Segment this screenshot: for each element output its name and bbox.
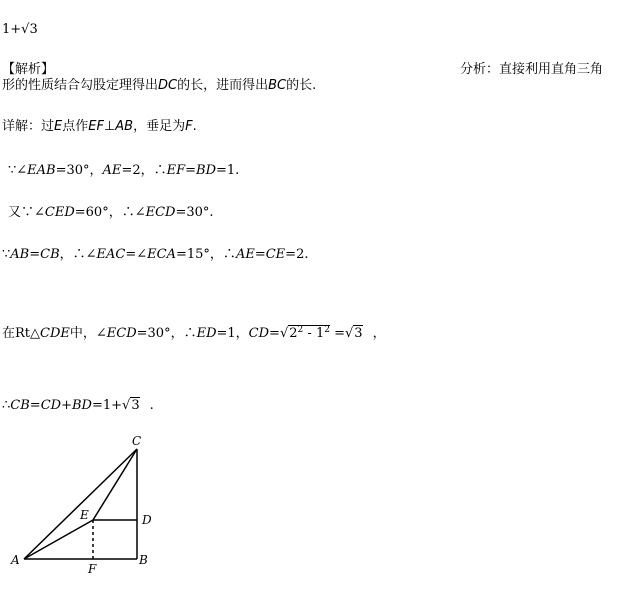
label-C: C (132, 434, 142, 448)
label-B: B (139, 553, 148, 567)
solution-line-4: ∵AB=CB，∴∠EAC=∠ECA=15°，∴AE=CE=2. (2, 247, 309, 262)
analysis-continuation: 形的性质结合勾股定理得出DC的长，进而得出BC的长. (2, 78, 317, 93)
solution-line-5: 在Rt△CDE中，∠ECD=30°，∴ED=1，$CD=√2^2 - 1^2 =√3$ ， (2, 325, 386, 341)
label-F: F (88, 562, 97, 576)
solution-line-6: ∴CB=CD+BD=1+√3 . (2, 398, 154, 413)
analysis-header (2, 62, 628, 78)
geometry-figure (0, 430, 200, 580)
label-A: A (11, 553, 20, 567)
solution-line-2: ∵∠EAB=30°，AE=2，∴EF=BD=1. (8, 163, 240, 178)
segment-AC (24, 449, 137, 559)
label-E: E (80, 508, 89, 522)
analysis-tag: 【解析】 (2, 62, 55, 77)
solution-line-1: 详解：过E点作EF⊥AB，垂足为F. (2, 119, 197, 134)
answer: 1+√3 (2, 22, 38, 37)
analysis-label: 分析：直接利用直角三角 (460, 62, 604, 77)
radicand: $2^2 - 1^2$ (289, 325, 330, 341)
label-D: D (142, 513, 152, 527)
solution-line-3: 又∵∠CED=60°，∴∠ECD=30°. (8, 205, 214, 220)
